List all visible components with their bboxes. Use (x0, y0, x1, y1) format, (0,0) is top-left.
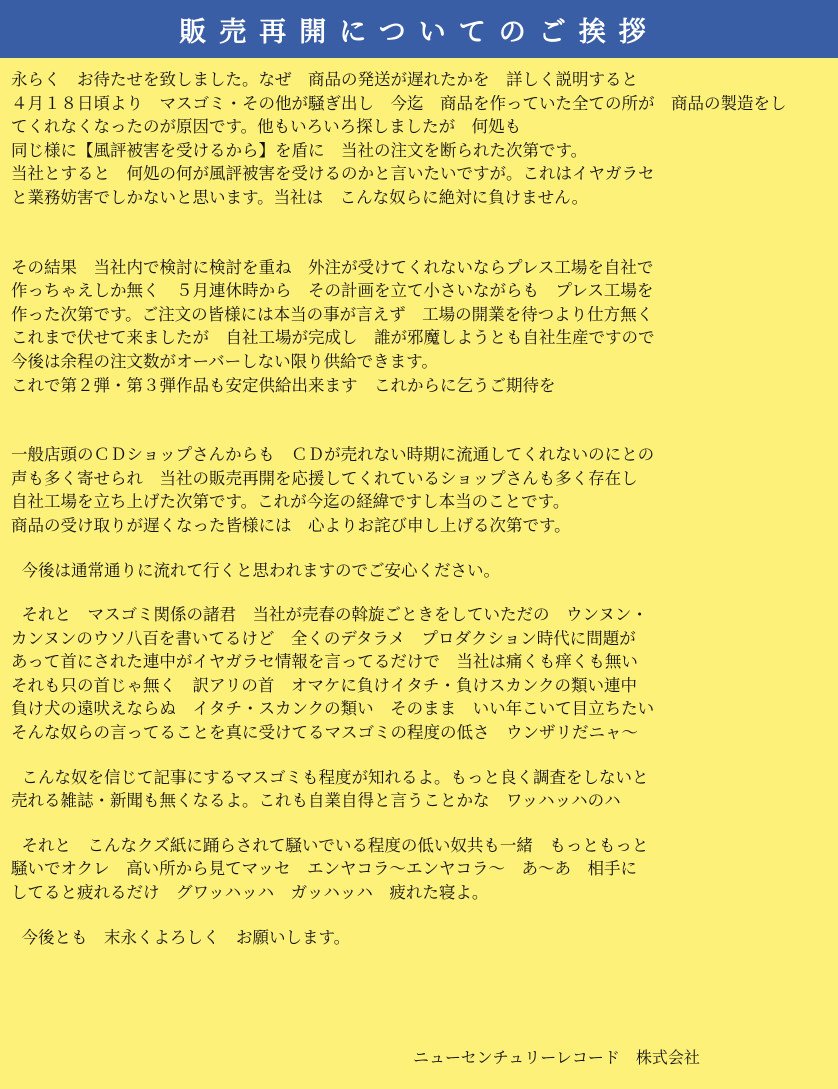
page-title: 販売再開についてのご挨拶 (179, 16, 659, 48)
paragraph-spacer (11, 582, 838, 603)
text-line: 当社とすると 何処の何が風評被害を受けるのかと言いたいですが。これはイヤガラセ (11, 164, 655, 184)
text-line: 永らく お待たせを致しました。なぜ 商品の発送が遅れたかを 詳しく説明すると (11, 70, 638, 89)
company-signature: ニューセンチュリーレコード 株式会社 (413, 1048, 700, 1067)
text-line: あって首にされた連中がイヤガラセ情報を言ってるだけで 当社は痛くも痒くも無い (11, 652, 638, 672)
paragraph-delay-reason (11, 68, 838, 210)
paragraph-spacer (11, 538, 838, 559)
text-line: そんな奴らの言ってることを真に受けてるマスゴミの程度の低さ ウンザリだニャ〜 (11, 723, 638, 743)
paragraph-media-quality (11, 766, 838, 813)
text-line: 自社工場を立ち上げた次第です。これが今迄の経緯ですし本当のことです。 (11, 492, 570, 512)
text-line: 声も多く寄せられ 当社の販売再開を応援してくれているショップさんも多く存在し (11, 468, 638, 488)
text-line: ４月１８日頃より マスゴミ・その他が騒ぎ出し 今迄 商品を作っていた全ての所が 商品の製造をし (11, 93, 787, 113)
text-line: それと マスゴミ関係の諸君 当社が売春の斡旋ごときをしていただの ウンヌン・ (11, 605, 648, 625)
text-line: 今後は通常通りに流れて行くと思われますのでご安心ください。 (11, 560, 500, 580)
paragraph-media-response (11, 603, 838, 745)
paragraph-reassurance (11, 559, 838, 583)
paragraph-spacer (11, 813, 838, 834)
paragraph-regards (11, 926, 838, 950)
paragraph-closing-remarks (11, 834, 838, 905)
text-line: これまで伏せて来ましたが 自社工場が完成し 誰が邪魔しようとも自社生産ですので (11, 328, 655, 348)
text-line: 作った次第です。ご注文の皆様には本当の事が言えず 工場の開業を待つより仕方無く (11, 304, 654, 324)
text-line: 騒いでオクレ 高い所から見てマッセ エンヤコラ〜エンヤコラ〜 あ〜あ 相手に (11, 859, 638, 879)
paragraph-spacer (11, 745, 838, 766)
text-line: 商品の受け取りが遅くなった皆様には 心よりお詫び申し上げる次第です。 (11, 515, 571, 535)
header-bar (0, 0, 838, 58)
text-line: これで第２弾・第３弾作品も安定供給出来ます これからに乞うご期待を (11, 375, 556, 395)
text-line: その結果 当社内で検討に検討を重ね 外注が受けてくれないならプレス工場を自社で (11, 257, 654, 277)
letter-body (0, 58, 838, 949)
paragraph-spacer (11, 397, 838, 443)
paragraph-spacer (11, 210, 838, 256)
text-line: 売れる雑誌・新聞も無くなるよ。これも自業自得と言うことかな ワッハッハのハ (11, 791, 621, 811)
paragraph-spacer (11, 905, 838, 926)
text-line: 一般店頭のＣＤショップさんからも ＣＤが売れない時期に流通してくれないのにとの (11, 445, 655, 465)
text-line: 作っちゃえしか無く ５月連休時から その計画を立て小さいながらも プレス工場を (11, 281, 654, 301)
text-line: と業務妨害でしかないと思います。当社は こんな奴らに絶対に負けません。 (11, 187, 589, 207)
paragraph-own-factory (11, 256, 838, 398)
text-line: こんな奴を信じて記事にするマスゴミも程度が知れるよ。もっと良く調査をしないと (11, 767, 649, 787)
text-line: してると疲れるだけ グワッハッハ ガッハッハ 疲れた寝よ。 (11, 883, 489, 903)
text-line: てくれなくなったのが原因です。他もいろいろ探しましたが 何処も (11, 117, 522, 137)
text-line: それと こんなクズ紙に踊らされて騒いでいる程度の低い奴共も一緒 もっともっと (11, 835, 649, 855)
text-line: 負け犬の遠吠えならぬ イタチ・スカンクの類い そのまま いい年こいて目立ちたい (11, 699, 655, 719)
text-line: 同じ様に【風評被害を受けるから】を盾に 当社の注文を断られた次第です。 (11, 140, 588, 160)
paragraph-cd-shops (11, 443, 838, 537)
text-line: 今後は余程の注文数がオーバーしない限り供給できます。 (11, 351, 438, 371)
text-line: 今後とも 末永くよろしく お願いします。 (11, 927, 351, 947)
text-line: カンヌンのウソ八百を書いてるけど 全くのデタラメ プロダクション時代に問題が (11, 628, 636, 648)
text-line: それも只の首じゃ無く 訳アリの首 オマケに負けイタチ・負けスカンクの類い連中 (11, 675, 638, 695)
